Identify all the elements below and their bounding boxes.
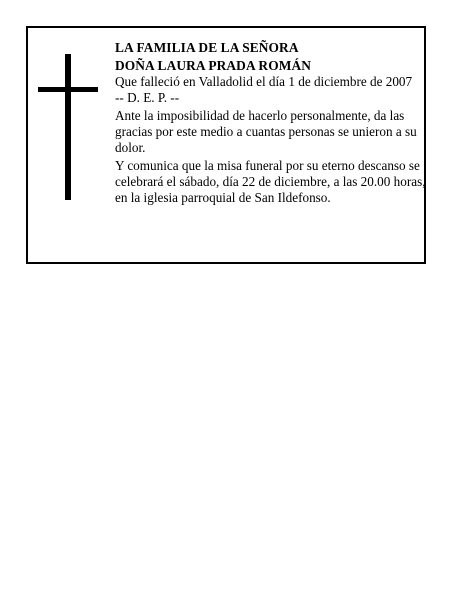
notice-heading-name: DOÑA LAURA PRADA ROMÁN [115, 57, 311, 73]
cross-horizontal-bar [38, 87, 98, 92]
notice-thanks-paragraph: Ante la imposibilidad de hacerlo personalmente, da las gracias por este medio a cuantas personas se unieron a su dolor. [115, 108, 417, 155]
notice-mass-paragraph: Y comunica que la misa funeral por su eterno descanso se celebrará el sábado, día 22 de diciembre, a las 20.00 horas, en la iglesia parroquial de San Ildefonso. [115, 158, 426, 205]
notice-heading-family: LA FAMILIA DE LA SEÑORA [115, 40, 299, 55]
cross-icon [38, 54, 98, 200]
notice-rip: -- D. E. P. -- [115, 90, 180, 105]
obituary-notice [26, 26, 426, 264]
cross-vertical-bar [65, 54, 71, 200]
notice-text-block [115, 39, 427, 206]
notice-death-line: Que falleció en Valladolid el día 1 de diciembre de 2007 [115, 74, 413, 89]
